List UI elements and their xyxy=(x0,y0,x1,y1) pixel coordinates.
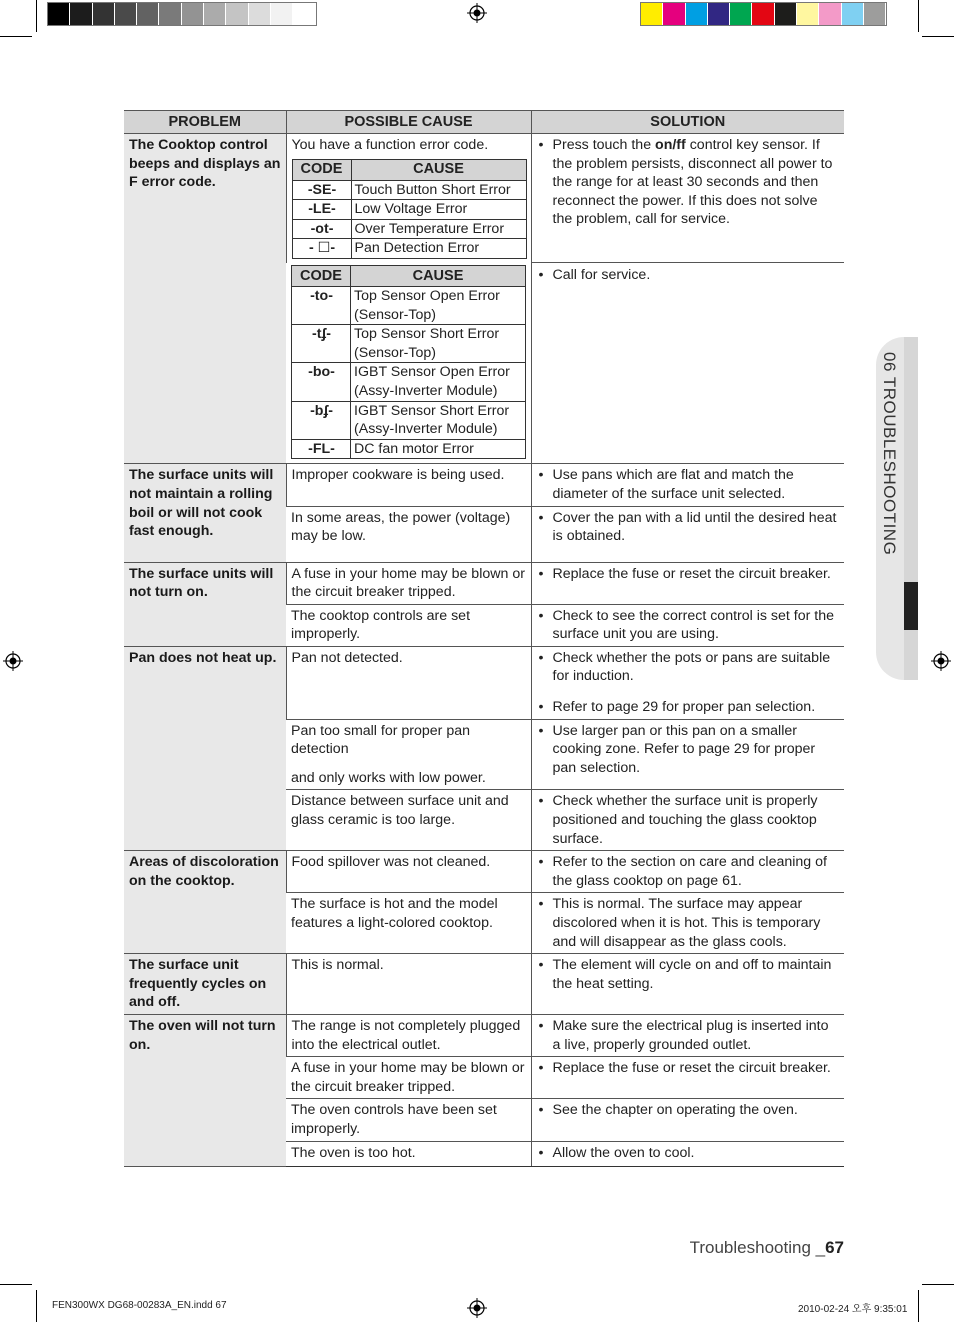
cause-cell: The oven is too hot. xyxy=(286,1141,531,1166)
solution-cell xyxy=(531,893,844,954)
color-swatch xyxy=(752,3,774,25)
code-row xyxy=(292,401,526,439)
code-row xyxy=(292,219,526,239)
onoff-key-label: on/ff xyxy=(655,137,686,153)
solution-cell xyxy=(531,1014,844,1056)
solution-cell xyxy=(531,790,844,851)
error-code: -FL- xyxy=(292,439,351,459)
error-cause: IGBT Sensor Open Error (Assy-Inverter Module) xyxy=(351,363,526,401)
crop-mark xyxy=(922,1284,954,1285)
error-code: -to- xyxy=(292,286,351,324)
solution-bullet: • Make sure the electrical plug is inserted into a live, properly grounded outlet. xyxy=(537,1017,841,1054)
color-swatch xyxy=(70,3,92,25)
solution-bullet: • Replace the fuse or reset the circuit breaker. xyxy=(537,1059,841,1078)
color-swatch xyxy=(663,3,685,25)
color-swatch xyxy=(271,3,293,25)
color-swatch xyxy=(819,3,841,25)
table-row xyxy=(124,1014,844,1056)
crop-mark xyxy=(918,0,919,32)
problem-cell: The surface units will not maintain a rolling boil or will not cook fast enough. xyxy=(124,464,286,562)
color-swatch xyxy=(182,3,204,25)
print-slug-file: FEN300WX DG68-00283A_EN.indd 67 xyxy=(52,1300,227,1311)
error-cause: Pan Detection Error xyxy=(351,239,526,259)
cause-cell: In some areas, the power (voltage) may be low. xyxy=(286,506,531,562)
solution-bullet: • Use pans which are flat and match the diameter of the surface unit selected. xyxy=(537,466,841,503)
error-code: -bʄ- xyxy=(292,401,351,439)
print-slug-date: 2010-02-24 오후 9:35:01 xyxy=(798,1304,908,1315)
solution-cell xyxy=(531,954,844,1015)
cause-cell xyxy=(286,134,531,263)
code-row xyxy=(292,439,526,459)
cause-text: and only works with low power. xyxy=(291,769,486,786)
table-row xyxy=(124,851,844,893)
solution-cell xyxy=(531,506,844,562)
table-row xyxy=(124,134,844,263)
table-row xyxy=(124,562,844,604)
error-code: -LE- xyxy=(292,200,351,220)
solution-bullet xyxy=(537,136,841,229)
color-swatch xyxy=(686,3,708,25)
cause-text: Pan too small for proper pan detection xyxy=(291,722,471,758)
table-row xyxy=(124,464,844,506)
crop-mark xyxy=(918,1290,919,1322)
solution-bullet: • See the chapter on operating the oven. xyxy=(537,1101,841,1120)
registration-target-icon xyxy=(3,651,23,671)
cause-cell: Pan not detected. xyxy=(286,646,531,719)
code-row xyxy=(292,325,526,363)
cause-cell: The surface is hot and the model features a light-colored cooktop. xyxy=(286,893,531,954)
code-row xyxy=(292,180,526,200)
color-swatch xyxy=(730,3,752,25)
problem-cell: The surface unit frequently cycles on and off. xyxy=(124,954,286,1015)
error-cause: Touch Button Short Error xyxy=(351,180,526,200)
solution-text: control key sensor. If the problem persists, disconnect all power to the range for at least 30 seconds and then reconnect the power. If this does not solve the problem, call for service. xyxy=(552,137,833,228)
error-code-table xyxy=(291,265,526,459)
cause-cell: The oven controls have been set improperly. xyxy=(286,1099,531,1141)
problem-cell: Areas of discoloration on the cooktop. xyxy=(124,851,286,954)
solution-bullet: • Use larger pan or this pan on a smaller cooking zone. Refer to page 29 for proper pan selection. xyxy=(537,722,841,778)
code-row xyxy=(292,200,526,220)
color-swatch xyxy=(159,3,181,25)
error-code: -SE- xyxy=(292,180,351,200)
section-tab-label: 06 TROUBLESHOOTING xyxy=(880,352,899,556)
cause-text: You have a function error code. xyxy=(291,137,489,153)
solution-cell xyxy=(531,263,844,464)
color-swatch xyxy=(797,3,819,25)
solution-bullet: • Cover the pan with a lid until the desired heat is obtained. xyxy=(537,509,841,546)
header-problem: PROBLEM xyxy=(124,111,286,134)
table-row xyxy=(124,646,844,719)
error-code: -bo- xyxy=(292,363,351,401)
cause-cell xyxy=(286,263,531,464)
error-cause: Top Sensor Open Error (Sensor-Top) xyxy=(351,286,526,324)
crop-mark xyxy=(36,0,37,32)
color-swatch xyxy=(842,3,864,25)
solution-bullet: • Replace the fuse or reset the circuit breaker. xyxy=(537,565,841,584)
code-row xyxy=(292,239,526,259)
color-swatch xyxy=(249,3,271,25)
solution-bullet: • Check to see the correct control is set for the surface unit you are using. xyxy=(537,607,841,644)
problem-cell: The surface units will not turn on. xyxy=(124,562,286,646)
code-header: CODE xyxy=(292,265,351,286)
header-possible-cause: POSSIBLE CAUSE xyxy=(286,111,531,134)
registration-target-icon xyxy=(467,1298,487,1318)
error-cause: Low Voltage Error xyxy=(351,200,526,220)
troubleshooting-table xyxy=(124,110,844,1167)
color-swatch xyxy=(293,3,315,25)
cause-cell: A fuse in your home may be blown or the circuit breaker tripped. xyxy=(286,1057,531,1099)
crop-mark xyxy=(0,36,32,37)
code-row xyxy=(292,286,526,324)
solution-cell xyxy=(531,719,844,790)
cause-cell: Improper cookware is being used. xyxy=(286,464,531,506)
error-cause: IGBT Sensor Short Error (Assy-Inverter Module) xyxy=(351,401,526,439)
solution-cell xyxy=(531,1057,844,1099)
color-swatch xyxy=(641,3,663,25)
color-bar xyxy=(640,2,887,26)
solution-bullet: • Refer to page 29 for proper pan selection. xyxy=(537,698,841,717)
solution-bullet: • Call for service. xyxy=(537,266,841,285)
color-swatch xyxy=(115,3,137,25)
error-code: - ☐- xyxy=(292,239,351,259)
tab-marker xyxy=(904,582,918,630)
registration-target-icon xyxy=(467,3,487,23)
problem-cell: The oven will not turn on. xyxy=(124,1014,286,1166)
crop-mark xyxy=(36,1290,37,1322)
cause-header: CAUSE xyxy=(351,265,526,286)
cause-cell: The cooktop controls are set improperly. xyxy=(286,604,531,646)
color-swatch xyxy=(137,3,159,25)
color-swatch xyxy=(204,3,226,25)
solution-bullet: • Refer to the section on care and cleaning of the glass cooktop on page 61. xyxy=(537,853,841,890)
crop-mark xyxy=(922,36,954,37)
cause-header: CAUSE xyxy=(351,159,526,180)
tab-stripe xyxy=(904,630,918,680)
error-cause: Over Temperature Error xyxy=(351,219,526,239)
color-swatch xyxy=(708,3,730,25)
solution-text: Press touch the xyxy=(552,137,656,153)
cause-cell: Distance between surface unit and glass ceramic is too large. xyxy=(286,790,531,851)
error-code-table xyxy=(292,159,527,259)
solution-cell xyxy=(531,1141,844,1166)
color-swatch xyxy=(226,3,248,25)
color-swatch xyxy=(864,3,886,25)
solution-cell xyxy=(531,134,844,263)
cause-cell: Food spillover was not cleaned. xyxy=(286,851,531,893)
solution-bullet: • Allow the oven to cool. xyxy=(537,1144,841,1163)
solution-cell xyxy=(531,464,844,506)
page-footer xyxy=(690,1238,844,1258)
solution-bullet: • Check whether the surface unit is properly positioned and touching the glass cooktop surface. xyxy=(537,792,841,848)
error-cause: Top Sensor Short Error (Sensor-Top) xyxy=(351,325,526,363)
error-code: -tʄ- xyxy=(292,325,351,363)
solution-bullet: • Check whether the pots or pans are suitable for induction. xyxy=(537,649,841,686)
solution-cell xyxy=(531,851,844,893)
solution-cell xyxy=(531,646,844,719)
footer-section: Troubleshooting _ xyxy=(689,1238,826,1257)
grayscale-bar xyxy=(47,2,317,26)
cause-cell: This is normal. xyxy=(286,954,531,1015)
code-header: CODE xyxy=(292,159,351,180)
page-number: 67 xyxy=(825,1238,844,1257)
solution-cell xyxy=(531,1099,844,1141)
error-cause: DC fan motor Error xyxy=(351,439,526,459)
solution-cell xyxy=(531,604,844,646)
color-swatch xyxy=(48,3,70,25)
solution-cell xyxy=(531,562,844,604)
cause-cell: The range is not completely plugged into the electrical outlet. xyxy=(286,1014,531,1056)
tab-stripe xyxy=(904,337,918,582)
table-header-row xyxy=(124,111,844,134)
solution-bullet: • The element will cycle on and off to maintain the heat setting. xyxy=(537,956,841,993)
registration-target-icon xyxy=(931,651,951,671)
code-row xyxy=(292,363,526,401)
table-row xyxy=(124,954,844,1015)
header-solution: SOLUTION xyxy=(531,111,844,134)
problem-cell: Pan does not heat up. xyxy=(124,646,286,850)
cause-cell xyxy=(286,719,531,790)
color-swatch xyxy=(93,3,115,25)
crop-mark xyxy=(0,1284,32,1285)
problem-cell: The Cooktop control beeps and displays an F error code. xyxy=(124,134,286,464)
solution-bullet: • This is normal. The surface may appear discolored when it is hot. This is temporary and will disappear as the glass cools. xyxy=(537,895,841,951)
error-code: -ot- xyxy=(292,219,351,239)
color-swatch xyxy=(775,3,797,25)
cause-cell: A fuse in your home may be blown or the circuit breaker tripped. xyxy=(286,562,531,604)
